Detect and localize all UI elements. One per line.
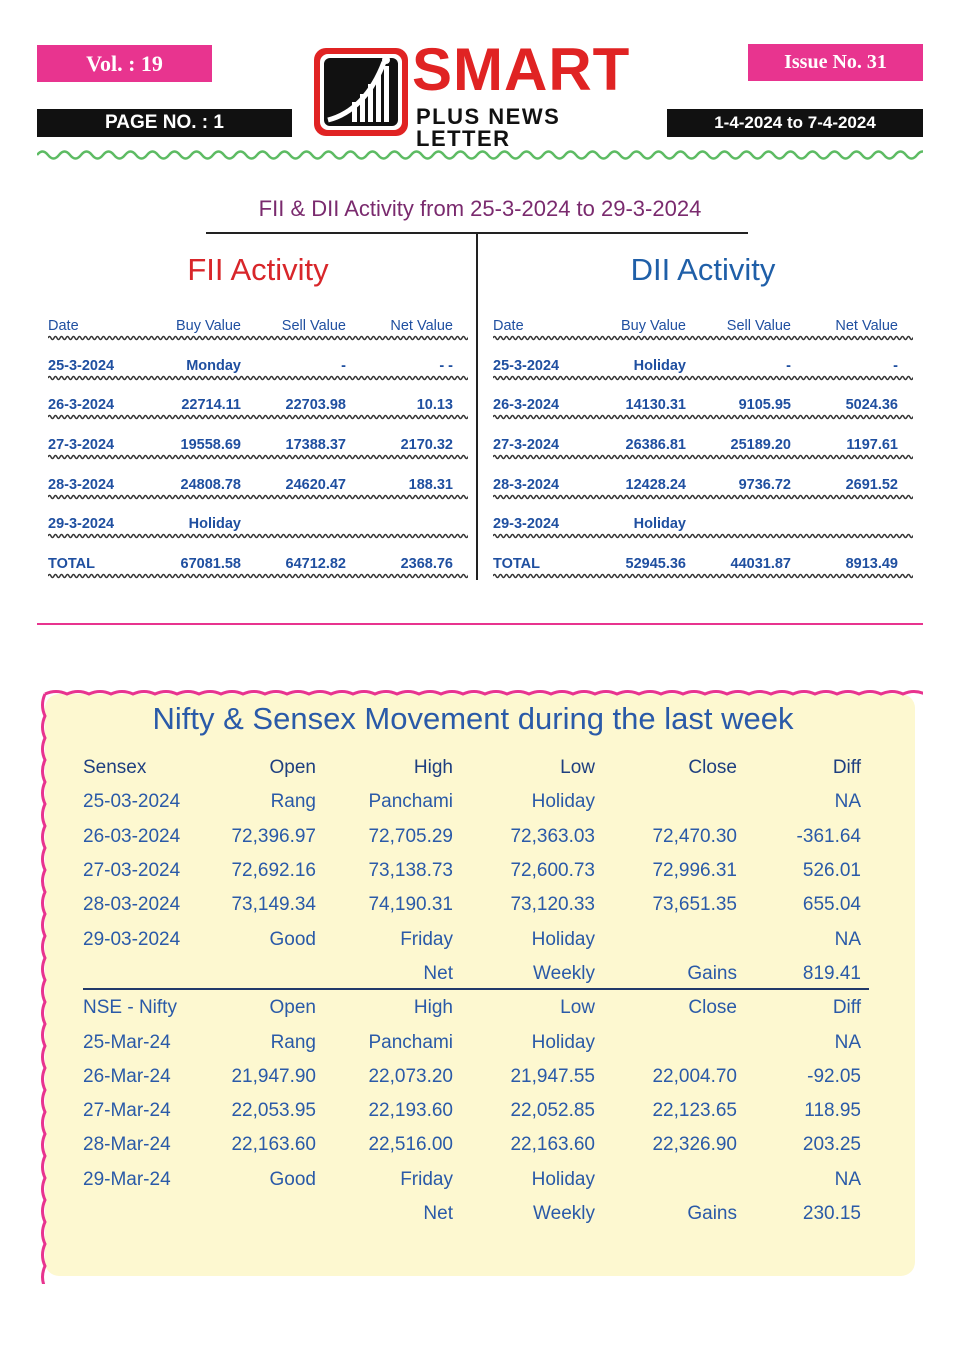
movement-title: Nifty & Sensex Movement during the last week xyxy=(152,701,794,736)
cell-buy: 12428.24 xyxy=(625,476,686,493)
logo-title: SMART xyxy=(412,36,631,103)
cell-sell: 24620.47 xyxy=(285,476,346,493)
cell-open: 21,947.90 xyxy=(231,1065,316,1087)
movement-row xyxy=(83,1060,863,1094)
cell-net: 10.13 xyxy=(416,397,453,414)
cell-date: 25-3-2024 xyxy=(48,357,115,374)
cell-high: 22,073.20 xyxy=(368,1065,453,1087)
cell-high: Friday xyxy=(400,928,453,950)
page-number-label: PAGE NO. : 1 xyxy=(105,112,224,133)
cell-close: 22,326.90 xyxy=(652,1134,737,1156)
logo-subtitle: PLUS NEWS LETTER xyxy=(416,104,561,151)
activity-row xyxy=(48,336,468,376)
wavy-underline xyxy=(493,573,913,579)
separator-line xyxy=(83,988,869,990)
date-range-label: 1-4-2024 to 7-4-2024 xyxy=(714,113,876,132)
col-index: Sensex xyxy=(83,757,147,779)
cell-low: Holiday xyxy=(531,791,595,813)
cell-net: 1197.61 xyxy=(846,437,898,454)
movement-row xyxy=(83,1094,863,1128)
total-row xyxy=(48,534,468,574)
cell-high: 73,138.73 xyxy=(368,860,453,882)
cell-date: 28-3-2024 xyxy=(493,476,560,493)
cell-high: 72,705.29 xyxy=(368,825,453,847)
activity-row xyxy=(493,415,913,455)
cell-diff: 526.01 xyxy=(802,860,861,882)
cell-sell: 22703.98 xyxy=(285,397,346,414)
cell-buy: 24808.78 xyxy=(180,476,241,493)
cell-diff: 118.95 xyxy=(804,1100,861,1122)
cell-high: Panchami xyxy=(368,1031,453,1053)
cell-high: 22,516.00 xyxy=(368,1134,453,1156)
volume-badge xyxy=(37,45,212,82)
cell-net: - - xyxy=(439,357,453,374)
cell-diff: 203.25 xyxy=(802,1134,861,1156)
cell-diff: NA xyxy=(834,791,861,813)
volume-label: Vol. : 19 xyxy=(86,50,163,76)
cell-close: 72,470.30 xyxy=(652,825,737,847)
cell-date: TOTAL xyxy=(493,556,540,573)
green-wave-divider xyxy=(37,148,923,162)
cell-buy: 67081.58 xyxy=(180,556,241,573)
cell-date: 25-03-2024 xyxy=(83,791,181,813)
cell-date: 25-3-2024 xyxy=(493,357,560,374)
dii-header-row xyxy=(493,306,913,336)
pink-divider xyxy=(37,623,923,625)
smart-logo xyxy=(312,36,652,151)
cell-open: 72,396.97 xyxy=(231,825,316,847)
cell-close: 73,651.35 xyxy=(652,894,737,916)
cell-close: 72,996.31 xyxy=(652,860,737,882)
activity-row xyxy=(48,455,468,495)
cell-diff: NA xyxy=(834,928,861,950)
activity-row xyxy=(493,376,913,416)
cell-open: 22,163.60 xyxy=(231,1134,316,1156)
col-low: Low xyxy=(560,997,595,1019)
cell-date: 29-03-2024 xyxy=(83,928,181,950)
cell-buy: 52945.36 xyxy=(625,556,686,573)
cell-buy: 26386.81 xyxy=(625,437,686,454)
cell-open: 73,149.34 xyxy=(231,894,316,916)
cell-high: Net xyxy=(423,962,453,984)
activity-row xyxy=(48,495,468,535)
movement-row xyxy=(83,785,863,819)
col-close: Close xyxy=(688,997,737,1019)
cell-open: Good xyxy=(269,928,316,950)
total-row xyxy=(493,534,913,574)
col-close: Close xyxy=(688,757,737,779)
column-divider xyxy=(476,234,478,580)
sensex-header-row xyxy=(83,751,863,785)
col-high: High xyxy=(413,997,453,1019)
cell-high: Panchami xyxy=(368,791,453,813)
activity-row xyxy=(48,376,468,416)
cell-date: 26-03-2024 xyxy=(83,825,181,847)
cell-sell: 9736.72 xyxy=(738,476,791,493)
cell-diff: -361.64 xyxy=(796,825,861,847)
cell-open: Rang xyxy=(270,1031,316,1053)
cell-net: 188.31 xyxy=(408,476,453,493)
movement-row xyxy=(83,922,863,956)
header-buy: Buy Value xyxy=(175,318,241,334)
cell-buy: Holiday xyxy=(633,516,686,533)
cell-low: 22,163.60 xyxy=(510,1134,595,1156)
header-date: Date xyxy=(48,318,79,334)
cell-date: 26-3-2024 xyxy=(48,397,115,414)
cell-diff: 230.15 xyxy=(802,1203,861,1224)
cell-sell: 17388.37 xyxy=(285,437,346,454)
cell-date: 29-3-2024 xyxy=(493,516,560,533)
cell-low: Weekly xyxy=(533,1203,595,1224)
header-buy: Buy Value xyxy=(620,318,686,334)
cell-buy: 14130.31 xyxy=(625,397,686,414)
cell-close: 22,004.70 xyxy=(652,1065,737,1087)
cell-low: Weekly xyxy=(533,962,595,984)
movement-row xyxy=(83,888,863,922)
cell-net: 2368.76 xyxy=(400,556,453,573)
col-low: Low xyxy=(560,757,595,779)
cell-low: Holiday xyxy=(531,1031,595,1053)
cell-close: 22,123.65 xyxy=(652,1100,737,1122)
cell-net: 2170.32 xyxy=(400,437,453,454)
col-high: High xyxy=(413,757,453,779)
nifty-header-row xyxy=(83,991,863,1025)
activity-row xyxy=(493,455,913,495)
growth-chart-icon xyxy=(312,44,410,139)
cell-date: 28-Mar-24 xyxy=(83,1134,171,1156)
cell-date: 28-03-2024 xyxy=(83,894,181,916)
header-net: Net Value xyxy=(390,318,453,334)
movement-row xyxy=(83,1128,863,1162)
cell-diff: 819.41 xyxy=(802,962,861,984)
cell-net: 2691.52 xyxy=(845,476,898,493)
cell-diff: 655.04 xyxy=(802,894,861,916)
col-index: NSE - Nifty xyxy=(83,997,177,1019)
fii-header-row xyxy=(48,306,468,336)
cell-high: Net xyxy=(423,1203,453,1224)
cell-date: 29-Mar-24 xyxy=(83,1168,171,1190)
cell-date: 27-Mar-24 xyxy=(83,1100,171,1122)
movement-row xyxy=(83,820,863,854)
cell-low: 22,052.85 xyxy=(510,1100,595,1122)
cell-net: 8913.49 xyxy=(845,556,898,573)
cell-low: Holiday xyxy=(531,928,595,950)
cell-date: TOTAL xyxy=(48,556,95,573)
cell-sell: 44031.87 xyxy=(730,556,791,573)
cell-buy: 22714.11 xyxy=(181,397,241,414)
cell-sell: - xyxy=(786,357,791,374)
col-diff: Diff xyxy=(832,757,861,779)
cell-diff: -92.05 xyxy=(807,1065,861,1087)
cell-buy: Holiday xyxy=(188,516,241,533)
cell-sell: 25189.20 xyxy=(730,437,791,454)
cell-diff: NA xyxy=(834,1031,861,1053)
activity-row xyxy=(493,336,913,376)
cell-open: 22,053.95 xyxy=(231,1100,316,1122)
activity-section-title: FII & DII Activity from 25-3-2024 to 29-3-2024 xyxy=(258,196,702,221)
cell-close: Gains xyxy=(687,962,737,984)
movement-row xyxy=(83,854,863,888)
cell-date: 26-3-2024 xyxy=(493,397,560,414)
cell-buy: Holiday xyxy=(633,357,686,374)
header-sell: Sell Value xyxy=(281,318,346,334)
cell-date: 25-Mar-24 xyxy=(83,1031,171,1053)
cell-low: 73,120.33 xyxy=(510,894,595,916)
fii-panel xyxy=(48,252,468,574)
dii-title: DII Activity xyxy=(630,252,776,287)
cell-diff: NA xyxy=(834,1168,861,1190)
issue-badge xyxy=(748,44,923,81)
cell-open: 72,692.16 xyxy=(231,860,316,882)
col-open: Open xyxy=(269,997,316,1019)
date-range-band xyxy=(667,109,923,137)
movement-table xyxy=(83,751,863,1231)
cell-sell: 64712.82 xyxy=(285,556,346,573)
header-sell: Sell Value xyxy=(726,318,791,334)
issue-label: Issue No. 31 xyxy=(784,51,887,73)
cell-sell: 9105.95 xyxy=(738,397,791,414)
cell-date: 27-3-2024 xyxy=(493,437,560,454)
cell-net: - xyxy=(893,357,898,374)
cell-date: 27-03-2024 xyxy=(83,860,181,882)
cell-low: 21,947.55 xyxy=(510,1065,595,1087)
cell-high: Friday xyxy=(400,1168,453,1190)
cell-high: 22,193.60 xyxy=(368,1100,453,1122)
header-net: Net Value xyxy=(835,318,898,334)
page-number-band xyxy=(37,109,292,137)
cell-open: Good xyxy=(269,1168,316,1190)
cell-net: 5024.36 xyxy=(845,397,898,414)
cell-date: 29-3-2024 xyxy=(48,516,115,533)
cell-buy: 19558.69 xyxy=(180,437,241,454)
dii-panel xyxy=(493,252,913,574)
fii-title: FII Activity xyxy=(187,252,329,287)
weekly-gains-row xyxy=(83,957,863,991)
cell-low: Holiday xyxy=(531,1168,595,1190)
movement-row xyxy=(83,1025,863,1059)
activity-row xyxy=(48,415,468,455)
col-open: Open xyxy=(269,757,316,779)
cell-close: Gains xyxy=(687,1203,737,1224)
cell-date: 26-Mar-24 xyxy=(83,1065,171,1087)
wavy-underline xyxy=(48,573,468,579)
col-diff: Diff xyxy=(832,997,861,1019)
cell-low: 72,363.03 xyxy=(510,825,595,847)
cell-low: 72,600.73 xyxy=(510,860,595,882)
cell-date: 28-3-2024 xyxy=(48,476,115,493)
cell-sell: - xyxy=(341,357,346,374)
header-date: Date xyxy=(493,318,524,334)
cell-buy: Monday xyxy=(186,357,241,374)
movement-row xyxy=(83,1163,863,1197)
cell-open: Rang xyxy=(270,791,316,813)
activity-row xyxy=(493,495,913,535)
cell-date: 27-3-2024 xyxy=(48,437,115,454)
weekly-gains-row xyxy=(83,1197,863,1231)
cell-high: 74,190.31 xyxy=(368,894,453,916)
